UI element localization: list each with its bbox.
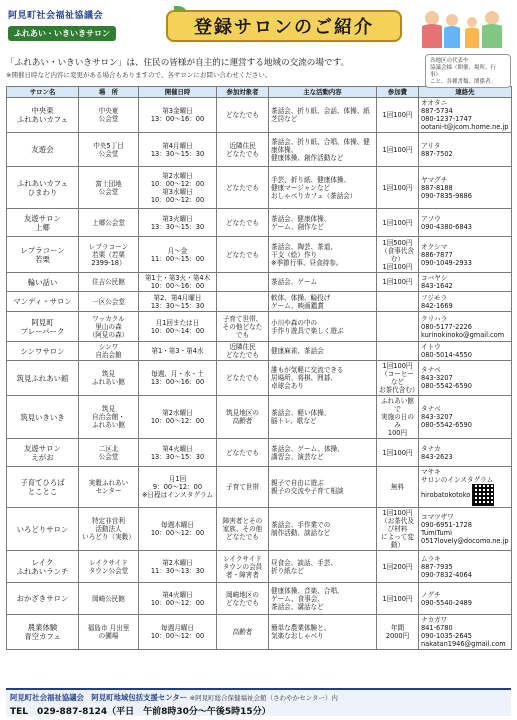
place-cell-text: 実穀ふれあい センター [88, 479, 129, 495]
salon-name-cell-text: 友遊サロン 上郷 [24, 213, 61, 232]
fee-cell [377, 508, 419, 551]
contact-cell [419, 98, 512, 133]
salon-name-cell-text: 友遊サロン えがお [24, 443, 61, 462]
place-cell-text: 岡崎公民館 [92, 594, 125, 603]
salon-name-cell [7, 98, 79, 133]
contact-cell [419, 615, 512, 650]
activity-cell-text: 簡単な農業体験と、 気楽なおしゃべり [271, 624, 331, 640]
activity-cell [269, 209, 377, 237]
place-cell [79, 615, 139, 650]
salon-name-cell [7, 273, 79, 292]
activity-cell-text: 茶話会、軽い体操、 脳トレ、歌など [271, 409, 331, 425]
activity-cell-text: 親子で自由に遊ぶ 親子の交流や子育て相談 [271, 479, 344, 495]
table-row [7, 209, 512, 237]
fee-cell [377, 237, 419, 273]
target-cell-text: 子育て世帯 [226, 483, 259, 491]
title-banner [166, 10, 402, 42]
activity-cell-text: 誰もが気軽に交流できる 居場所、将棋、囲碁、 卓球会あり [271, 366, 344, 390]
activity-cell [269, 312, 377, 342]
table-row [7, 167, 512, 209]
fee-cell-text: 1回200円 [382, 562, 413, 571]
target-cell [217, 292, 269, 312]
activity-cell [269, 273, 377, 292]
target-cell [217, 133, 269, 167]
target-cell [217, 551, 269, 583]
place-cell-text: シンワ 自治会館 [95, 343, 122, 359]
target-cell [217, 312, 269, 342]
fee-cell [377, 551, 419, 583]
place-cell-text: 中央東 公会堂 [98, 107, 119, 123]
contact-cell-text: ナカガワ 841-6780 090-1035-2645 nakatan1946@gmail.com [421, 616, 506, 648]
datetime-cell-text: 第1土・第3火・第4木 10：00～16：00 [144, 274, 211, 290]
datetime-cell [139, 209, 217, 237]
header-contact: 連絡先 [419, 87, 512, 98]
contact-cell [419, 237, 512, 273]
target-cell-text: 高齢者 [232, 628, 253, 636]
table-row [7, 133, 512, 167]
fee-cell-text: 1回500円 （食事代含む） 1回100円 [381, 238, 414, 271]
intro-main-text: 「ふれあい・いきいきサロン」は、住民の皆様が自主的に運営する地域の交流の場です。 [6, 58, 350, 68]
target-cell [217, 361, 269, 396]
table-row [7, 439, 512, 467]
place-cell [79, 98, 139, 133]
table-row [7, 396, 512, 439]
target-cell-text: どなたでも [226, 250, 259, 259]
fee-cell [377, 133, 419, 167]
datetime-cell [139, 361, 217, 396]
place-cell-text: 筑見 自治会館・ ふれあい館 [92, 405, 125, 429]
contact-cell-text: ヤマグチ 887-8188 090-7835-9886 [421, 175, 472, 200]
table-header-row [7, 87, 512, 98]
place-cell-text: レプラコーン 若栗（若栗 2399-18） [88, 242, 129, 267]
datetime-cell-text: 毎週木曜日 10：00～12：00 [150, 521, 205, 537]
salon-name-cell-text: 中央東 ふれあいカフェ [16, 106, 69, 124]
target-cell [217, 439, 269, 467]
contact-cell-text: ムラキ 887-7935 090-7832-4064 [421, 554, 472, 579]
place-cell-text: 住吉公民館 [92, 278, 125, 286]
datetime-cell-text: 第2水曜日 10：00～12：00 [150, 409, 205, 425]
place-cell [79, 551, 139, 583]
target-cell [217, 508, 269, 551]
salon-name-cell [7, 583, 79, 615]
datetime-cell [139, 583, 217, 615]
salon-name-cell [7, 508, 79, 551]
salon-name-cell [7, 551, 79, 583]
fee-cell-text: 1回100円 [382, 448, 413, 457]
fee-cell-text: ふれあい館で 実施の日のみ 100円 [381, 397, 414, 437]
table-row [7, 467, 512, 508]
table-row [7, 551, 512, 583]
target-cell-text: 筑見地区の 高齢者 [226, 409, 259, 425]
table-row [7, 361, 512, 396]
datetime-cell [139, 396, 217, 439]
fee-cell-text: 1回100円 （お茶代及び材料 によって変動） [381, 509, 414, 549]
activity-cell [269, 361, 377, 396]
salon-name-cell-text: 筑見ふれあい館 [16, 373, 69, 383]
intro-note-text: ※開催日時など内容に変更がある場合もありますので、各サロンにお問い合わせください。 [6, 71, 272, 79]
footer-org-location: ※阿見町総合保健福祉会館（さわやかセンター）内 [189, 694, 338, 702]
place-cell [79, 439, 139, 467]
table-row [7, 583, 512, 615]
target-cell [217, 342, 269, 361]
sidebox-note: 各地区の代表や 協議会様（開催、場所、行事） こと、各種書類、関係者。 [425, 54, 511, 88]
salon-name-cell [7, 342, 79, 361]
qr-code-icon[interactable] [472, 484, 494, 506]
place-cell-text: レイクサイド タウン公会堂 [88, 558, 129, 575]
activity-cell-text: 茶話会、陶芸、茶道、 干支（絵）作り ※季節行事、昼食持参。 [271, 242, 343, 267]
contact-cell-text: タナベ 843-3207 080-5542-6590 [421, 366, 472, 390]
target-cell-text: どなたでも [226, 218, 259, 227]
salon-name-cell [7, 615, 79, 650]
datetime-cell-text: 毎週、月・水・土 13：00～16：00 [150, 370, 205, 386]
datetime-cell-text: 第4月曜日 13：30～15：30 [150, 141, 205, 158]
header [6, 4, 511, 52]
footer-org-name: 阿見町社会福祉協議会 阿見町地域包括支援センター [10, 693, 188, 702]
activity-cell [269, 439, 377, 467]
footer [6, 688, 511, 716]
footer-phone: TEL 029-887-8124（平日 午前8時30分～午後5時15分） [10, 707, 271, 717]
fee-cell [377, 615, 419, 650]
datetime-cell [139, 551, 217, 583]
contact-cell-text: イトウ 080-5014-4550 [421, 343, 472, 359]
place-cell-text: 二区北 公会堂 [98, 444, 119, 461]
contact-cell-text: コマツザワ 090-6951-1728 TumiTumi 0517lovely@docomo.ne.jp [421, 513, 509, 545]
salon-name-cell-text: 筑見いきいき [20, 412, 65, 422]
target-cell-text: 近隣住民 どなたでも [226, 343, 259, 359]
salon-name-cell-text: マンディ・サロン [13, 297, 72, 306]
salon-name-cell-text: 輪い話い [27, 277, 58, 287]
datetime-cell-text: 第1・第3・第4水 [151, 347, 204, 355]
header-place: 場 所 [79, 87, 139, 98]
fee-cell [377, 342, 419, 361]
datetime-cell [139, 467, 217, 508]
salon-name-cell [7, 209, 79, 237]
target-cell [217, 167, 269, 209]
place-cell [79, 167, 139, 209]
salon-name-cell [7, 361, 79, 396]
place-cell [79, 237, 139, 273]
place-cell-text: ワッカクル 里山の森 （阿見の森） [88, 314, 129, 339]
fee-cell-text: 1回100円 [382, 111, 413, 119]
org-name: 阿見町社会福祉協議会 [8, 11, 104, 21]
datetime-cell-text: 第2水曜日 10：00～12：00 第3水曜日 10：00～12：00 [150, 171, 205, 204]
datetime-cell [139, 312, 217, 342]
contact-cell-text: タナベ 843-3207 080-5542-6590 [421, 405, 472, 429]
page-title: 登録サロンのご紹介 [194, 17, 374, 38]
place-cell-text: 中央5丁目 公会堂 [93, 141, 124, 158]
fee-cell-text: 年間 2000円 [385, 624, 410, 640]
datetime-cell [139, 292, 217, 312]
activity-cell-text: 小川や森の中の 手作り遊具で楽しく遊ぶ [271, 318, 344, 335]
datetime-cell [139, 133, 217, 167]
fee-cell [377, 361, 419, 396]
fee-cell-text: 1回100円 [382, 218, 413, 227]
salon-name-cell-text: いろどりサロン [16, 524, 69, 534]
salon-name-cell-text: おかざきサロン [16, 594, 69, 603]
target-cell-text: 近隣住民 どなたでも [226, 141, 259, 158]
contact-cell [419, 133, 512, 167]
activity-cell [269, 167, 377, 209]
contact-cell [419, 583, 512, 615]
header-activity: 主な活動内容 [269, 87, 377, 98]
header-fee: 参加費 [377, 87, 419, 98]
salon-table [6, 86, 512, 650]
contact-cell [419, 292, 512, 312]
datetime-cell [139, 237, 217, 273]
place-cell [79, 342, 139, 361]
contact-cell [419, 508, 512, 551]
table-row [7, 98, 512, 133]
table-row [7, 312, 512, 342]
place-cell [79, 133, 139, 167]
fee-cell-text: 無料 [390, 483, 405, 491]
fee-cell [377, 396, 419, 439]
place-cell-text: 特定非営利 活動法人 いろどり（実穀） [82, 517, 135, 541]
page [6, 4, 511, 716]
activity-cell-text: 昼食会、談話、手芸、 折り紙など [271, 558, 337, 575]
salon-name-cell-text: 子育てひろば とことこ [20, 478, 65, 496]
target-cell-text: 岡崎地区の どなたでも [226, 590, 259, 607]
activity-cell-text: 茶話会、折り紙、会話、体操、紙芝居など [271, 107, 370, 123]
activity-cell-text: 健康体操、音楽、合唱、 ゲーム、食事会、 茶話会、講話など [271, 586, 344, 611]
salon-name-cell [7, 167, 79, 209]
salon-name-cell-text: 友遊会 [31, 145, 54, 154]
datetime-cell [139, 342, 217, 361]
place-cell-text: 富士団地 公会堂 [95, 179, 122, 196]
datetime-cell-text: 月1回または日 10：00～14：00 [150, 318, 205, 335]
activity-cell [269, 583, 377, 615]
datetime-cell-text: 第2木曜日 11：30～13：30 [150, 558, 205, 575]
activity-cell [269, 615, 377, 650]
contact-cell-text: アリタ 887-7502 [421, 141, 453, 158]
fee-cell [377, 467, 419, 508]
target-cell [217, 237, 269, 273]
place-cell [79, 396, 139, 439]
salon-name-cell-text: レプラコーン 若栗 [20, 245, 65, 264]
salon-name-cell [7, 292, 79, 312]
table-row [7, 615, 512, 650]
activity-cell [269, 133, 377, 167]
activity-cell [269, 508, 377, 551]
fee-cell [377, 209, 419, 237]
table-row [7, 273, 512, 292]
salon-name-cell-text: 阿見町 プレーパーク [20, 317, 65, 336]
fee-cell [377, 273, 419, 292]
header-salon-name: サロン名 [7, 87, 79, 98]
datetime-cell-text: 月1回 9：00～12：00 ※日程はインスタグラム [141, 475, 214, 499]
contact-cell [419, 273, 512, 292]
datetime-cell-text: 第3火曜日 13：30～15：30 [150, 214, 205, 231]
contact-cell [419, 167, 512, 209]
target-cell [217, 583, 269, 615]
datetime-cell [139, 98, 217, 133]
activity-cell-text: 茶話会、ゲーム [271, 278, 318, 286]
org-box [8, 8, 160, 41]
contact-cell-text: フジモラ 842-1669 [421, 293, 453, 310]
table-body [7, 98, 512, 650]
header-target: 参加対象者 [217, 87, 269, 98]
contact-cell [419, 342, 512, 361]
org-tagline: ふれあい・いきいきサロン [8, 26, 116, 41]
activity-cell-text: 茶話会、ゲーム、体操、 講習会、演芸など [271, 444, 344, 461]
table-row [7, 342, 512, 361]
salon-name-cell [7, 396, 79, 439]
activity-cell-text: 茶話会、折り紙、合唱、体操、健康体操、 健康体操、創作活動など [271, 137, 370, 162]
table-row [7, 292, 512, 312]
salon-name-cell-text: 農業体験 青空カフェ [24, 623, 61, 641]
contact-cell [419, 467, 512, 508]
table-row [7, 237, 512, 273]
fee-cell [377, 583, 419, 615]
people-illustration-icon [418, 6, 510, 52]
footer-org [6, 690, 511, 703]
place-cell [79, 273, 139, 292]
target-cell [217, 98, 269, 133]
activity-cell [269, 551, 377, 583]
target-cell-text: 障害者とその 家族、その他 どなたでも [222, 517, 263, 541]
datetime-cell-text: 月～金 11：00～15：00 [150, 246, 205, 263]
fee-cell [377, 167, 419, 209]
datetime-cell [139, 273, 217, 292]
salon-name-cell-text: シンワサロン [20, 346, 65, 356]
datetime-cell-text: 第3金曜日 13：00～16：00 [150, 107, 205, 123]
datetime-cell [139, 615, 217, 650]
contact-cell-text: オオタニ 887-5734 080-1237-1747 ootani-t@jcom.home.ne.jp [421, 99, 509, 131]
contact-cell-text: ノグチ 090-5540-2489 [421, 590, 472, 607]
target-cell [217, 615, 269, 650]
intro [6, 56, 511, 85]
datetime-cell-text: 毎週月曜日 10：00～12：00 [150, 624, 205, 640]
target-cell [217, 209, 269, 237]
datetime-cell [139, 508, 217, 551]
place-cell [79, 209, 139, 237]
place-cell [79, 292, 139, 312]
fee-cell-text: 1回100円 [382, 183, 413, 192]
contact-cell-text: アソウ 090-4380-6843 [421, 214, 472, 231]
target-cell-text: 子育て世帯、 その他どなた でも [222, 314, 263, 339]
target-cell [217, 467, 269, 508]
datetime-cell [139, 439, 217, 467]
fee-cell-text: 1回100円 [382, 278, 413, 286]
contact-cell [419, 396, 512, 439]
activity-cell [269, 342, 377, 361]
salon-name-cell [7, 312, 79, 342]
target-cell-text: どなたでも [226, 111, 259, 119]
place-cell [79, 361, 139, 396]
target-cell [217, 396, 269, 439]
contact-cell-text: オクシマ 886-7877 090-1049-2933 [421, 242, 472, 267]
table-row [7, 508, 512, 551]
contact-cell [419, 312, 512, 342]
target-cell-text: レイクサイド タウンの会員 者・障害者 [222, 554, 263, 579]
salon-name-cell-text: レイク ふれあいランチ [16, 557, 69, 576]
datetime-cell-text: 第4火曜日 10：00～12：00 [150, 590, 205, 607]
activity-cell [269, 237, 377, 273]
place-cell-text: 福島市 月出里 の圃場 [87, 624, 130, 640]
activity-cell-text: 茶話会、手作業での 制作活動、談話など [271, 521, 331, 537]
activity-cell [269, 396, 377, 439]
activity-cell-text: 軟体、体操、輪投げ ゲーム、映画鑑賞 [271, 293, 331, 310]
place-cell-text: 筑見 ふれあい館 [92, 370, 125, 386]
salon-name-cell [7, 237, 79, 273]
activity-cell [269, 98, 377, 133]
target-cell-text: どなたでも [226, 183, 259, 192]
target-cell-text: どなたでも [226, 374, 259, 382]
contact-cell [419, 439, 512, 467]
contact-cell [419, 209, 512, 237]
datetime-cell-text: 第4火曜日 13：30～15：30 [150, 444, 205, 461]
salon-name-cell [7, 439, 79, 467]
fee-cell [377, 439, 419, 467]
contact-cell-text: タナカ 843-2623 [421, 444, 453, 461]
fee-cell-text: 1回100円 （コーヒーなど お茶代含む） [379, 362, 419, 394]
datetime-cell [139, 167, 217, 209]
contact-cell [419, 551, 512, 583]
fee-cell [377, 292, 419, 312]
datetime-cell-text: 第2、第4月曜日 13：30～15：30 [150, 293, 205, 310]
activity-cell-text: 健康麻雀、茶話会 [271, 347, 324, 355]
contact-cell-text: クリハラ 080-5177-2226 kurinokinoko@gmail.com [421, 314, 505, 339]
place-cell [79, 583, 139, 615]
place-cell-text: 一区公会堂 [92, 297, 125, 306]
fee-cell [377, 98, 419, 133]
fee-cell-text: 1回100円 [382, 145, 413, 154]
header-datetime: 開催日時 [139, 87, 217, 98]
activity-cell [269, 467, 377, 508]
fee-cell [377, 312, 419, 342]
target-cell [217, 273, 269, 292]
fee-cell-text: 1回100円 [382, 594, 413, 603]
salon-name-cell [7, 467, 79, 508]
salon-name-cell [7, 133, 79, 167]
place-cell [79, 508, 139, 551]
contact-cell-text: マサキ サロンのインスタグラム hirobatokotoko [421, 468, 494, 499]
contact-cell-text: コバヤシ 843-1642 [421, 274, 453, 290]
target-cell-text: どなたでも [226, 448, 259, 457]
place-cell [79, 467, 139, 508]
place-cell [79, 312, 139, 342]
activity-cell-text: 茶話会、健康体操、 ゲーム、創作など [271, 214, 331, 231]
contact-cell [419, 361, 512, 396]
place-cell-text: 上郷公会堂 [92, 218, 125, 227]
activity-cell [269, 292, 377, 312]
salon-name-cell-text: ふれあいカフェ ひまわり [16, 178, 69, 197]
activity-cell-text: 手芸、折り紙、健康体操、 健康マージャンなど おしゃべりカフェ（茶話会） [271, 175, 357, 200]
